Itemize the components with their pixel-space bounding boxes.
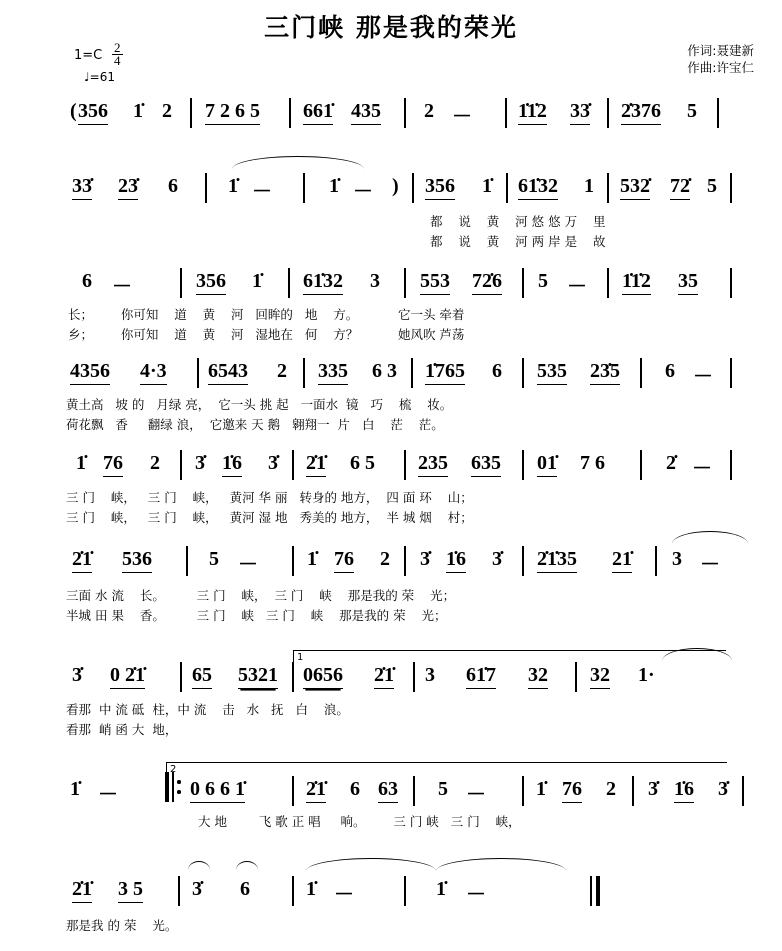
note-group: 3̇: [192, 878, 202, 900]
note-group: 0 6 6 1̇: [190, 778, 245, 803]
note-group: 3̇: [195, 452, 205, 474]
note-group: 1̇6: [222, 452, 242, 477]
barline: [413, 776, 415, 806]
lyric-row: 乡； 你可知 道 黄 河 湿地在 何 方？ 她风吹 芦荡: [68, 327, 465, 342]
barline: [730, 450, 732, 480]
note-group: 2: [606, 778, 616, 800]
note-group: 435: [351, 100, 381, 125]
barline: [505, 98, 507, 128]
note-group: －: [466, 784, 486, 806]
note-group: 3̇: [72, 664, 82, 686]
note-group: －: [700, 554, 720, 576]
barline: [730, 358, 732, 388]
barline: [404, 876, 406, 906]
barline: [607, 173, 609, 203]
note-group: 6: [350, 778, 360, 800]
note-group: －: [334, 884, 354, 906]
barline: [506, 173, 508, 203]
barline: [404, 98, 406, 128]
meter-denominator: 4: [114, 53, 121, 68]
barline: [640, 450, 642, 480]
note-group: 2: [277, 360, 287, 382]
lyric-row: 都 说 黄 河 悠 悠 万 里: [430, 214, 606, 229]
barline: [190, 98, 192, 128]
note-group: 6543: [208, 360, 248, 385]
note-group: 6: [168, 175, 178, 197]
lyric-row: 三面 水 流 长。 三 门 峡， 三 门 峡 那是我的 荣 光；: [66, 588, 456, 603]
barline: [522, 268, 524, 298]
note-group: －: [238, 554, 258, 576]
barline: [288, 268, 290, 298]
note-group: 3̇: [268, 452, 278, 474]
slur: [232, 156, 364, 169]
barline: [180, 450, 182, 480]
note-group: 2̇376: [621, 100, 661, 125]
note-group: 1̇: [228, 175, 238, 197]
note-group: 335: [318, 360, 348, 385]
note-group: 0 2̇1̇: [110, 664, 145, 689]
note-group: 2̇1̇: [374, 664, 394, 689]
key-signature: 1=C: [74, 48, 103, 63]
note-group: 3̇: [492, 548, 502, 570]
note-group: 2̇: [666, 452, 676, 474]
barline: [575, 662, 577, 692]
lyric-row: 黄土高 坡 的 月绿 亮， 它一头 挑 起 一面水 镜 巧 梳 妆。: [66, 397, 453, 412]
note-group: 21̇: [612, 548, 632, 573]
note-group: 5: [687, 100, 697, 122]
barline: [717, 98, 719, 128]
note-group: 7 2 6 5: [205, 100, 260, 125]
note-group: 2̇1̇35: [537, 548, 577, 573]
barline: [180, 268, 182, 298]
barline: [292, 776, 294, 806]
note-group: 76: [103, 452, 123, 477]
barline: [413, 662, 415, 692]
volta-bracket-2: [166, 762, 727, 777]
note-group: 61̇32: [518, 175, 558, 200]
tempo-marking: ♩=61: [84, 70, 115, 84]
barline: [655, 546, 657, 576]
slur: [436, 858, 566, 871]
note-group: 3: [672, 548, 682, 570]
note-group: 33̇: [72, 175, 92, 200]
note-group: 3: [370, 270, 380, 292]
note-group: 2̇1̇: [72, 878, 92, 903]
barline: [186, 546, 188, 576]
note-group: 1̇1̇2: [518, 100, 547, 125]
slur: [188, 861, 210, 870]
note-group: 536: [122, 548, 152, 573]
note-group: 2̇1̇: [306, 778, 326, 803]
close-paren: ): [392, 175, 399, 197]
note-group: 1̇6: [446, 548, 466, 573]
lyric-row: 荷花飘 香 翻绿 浪， 它邀来 天 鹅 翱翔一 片 白 茫 茫。: [66, 417, 444, 432]
lyric-row: 长； 你可知 道 黄 河 回眸的 地 方。 它一头 牵着: [68, 307, 465, 322]
note-group: －: [567, 276, 587, 298]
lyric-row: 看那 峭 函 大 地，: [66, 722, 178, 737]
note-group: 1̇6: [674, 778, 694, 803]
note-group: 356: [196, 270, 226, 295]
barline: [292, 662, 294, 692]
note-group: 5: [707, 175, 717, 197]
lyric-row: 半城 田 果 香。 三 门 峡 三 门 峡 那是我的 荣 光；: [66, 608, 447, 623]
note-group: 356: [78, 100, 108, 125]
note-group: 1̇: [536, 778, 546, 800]
note-group: 3̇: [420, 548, 430, 570]
note-group: 63: [378, 778, 398, 803]
barline: [607, 98, 609, 128]
lyric-row: 三 门 峡， 三 门 峡， 黄河 湿 地 秀美的 地方， 半 城 烟 村；: [66, 510, 473, 525]
note-group: 4356: [70, 360, 110, 385]
barline: [522, 776, 524, 806]
lyric-row: 看那 中 流 砥 柱，中 流 击 水 抚 白 浪。: [66, 702, 349, 717]
note-group: 5321: [238, 664, 278, 689]
note-group: 4·3: [140, 360, 167, 385]
note-group: 72̇6: [472, 270, 502, 295]
barline: [404, 268, 406, 298]
note-group: 661̇: [303, 100, 333, 125]
note-group: 5: [438, 778, 448, 800]
note-group: 6: [492, 360, 502, 382]
note-group: 535: [537, 360, 567, 385]
note-group: －: [353, 181, 373, 203]
note-group: 1̇: [70, 778, 80, 800]
barline: [303, 358, 305, 388]
note-group: 635: [471, 452, 501, 477]
note-group: 532̇: [620, 175, 650, 200]
note-group: 1̇: [76, 452, 86, 474]
volta-bracket-1: [293, 650, 726, 665]
barline: [632, 776, 634, 806]
barline: [292, 546, 294, 576]
barline: [411, 358, 413, 388]
note-group: 553: [420, 270, 450, 295]
note-group: 1̇: [306, 878, 316, 900]
barline: [730, 173, 732, 203]
note-group: 0656: [303, 664, 343, 689]
barline: [640, 358, 642, 388]
barline: [522, 546, 524, 576]
lyric-row: 大 地 飞 歌 正 唱 响。 三 门 峡 三 门 峡，: [198, 814, 521, 829]
lyricist-credit: 作词:聂建新: [687, 43, 754, 58]
note-group: 1̇: [307, 548, 317, 570]
note-group: 1̇765: [425, 360, 465, 385]
credits-block: [687, 42, 754, 76]
lyric-row: 三 门 峡， 三 门 峡， 黄河 华 丽 转身的 地方， 四 面 环 山；: [66, 490, 473, 505]
barline: [289, 98, 291, 128]
note-group: 2: [150, 452, 160, 474]
note-group: 1̇: [482, 175, 492, 197]
final-thin-bar: [590, 876, 592, 906]
note-group: 76: [334, 548, 354, 573]
composer-credit: 作曲:许宝仁: [687, 60, 754, 75]
barline: [404, 546, 406, 576]
note-group: 6: [665, 360, 675, 382]
note-group: 72̇: [670, 175, 690, 200]
barline: [178, 876, 180, 906]
note-group: 61̇32: [303, 270, 343, 295]
barline: [742, 776, 744, 806]
note-group: －: [112, 276, 132, 298]
note-group: －: [693, 366, 713, 388]
note-group: 2: [162, 100, 172, 122]
repeat-dot: [177, 780, 181, 784]
slur: [236, 861, 258, 870]
note-group: 1̇: [329, 175, 339, 197]
note-group: 356: [425, 175, 455, 200]
barline: [180, 662, 182, 692]
note-group: 1̇: [436, 878, 446, 900]
open-paren: (: [70, 100, 77, 122]
lyric-row: 都 说 黄 河 两 岸 是 故: [430, 234, 606, 249]
note-group: 6: [240, 878, 250, 900]
volta-number: 2: [170, 764, 177, 775]
time-signature: [112, 42, 123, 67]
slur: [306, 858, 436, 871]
note-group: －: [692, 458, 712, 480]
note-group: 35: [678, 270, 698, 295]
note-group: 3: [425, 664, 435, 686]
barline: [292, 450, 294, 480]
lyric-row: 那是我 的 荣 光。: [66, 918, 178, 933]
note-group: 23̇5: [590, 360, 620, 385]
barline: [404, 450, 406, 480]
note-group: 2̇1̇: [72, 548, 92, 573]
meter-numerator: 2: [114, 40, 121, 55]
barline: [522, 450, 524, 480]
note-group: －: [452, 106, 472, 128]
barline: [412, 173, 414, 203]
final-thick-bar: [596, 876, 600, 906]
barline: [205, 173, 207, 203]
note-group: 01̇: [537, 452, 557, 477]
note-group: 3̇: [648, 778, 658, 800]
note-group: 3̇: [718, 778, 728, 800]
barline: [197, 358, 199, 388]
note-group: 65: [192, 664, 212, 689]
note-group: －: [466, 884, 486, 906]
barline: [522, 358, 524, 388]
slur: [672, 531, 748, 544]
note-group: 5: [538, 270, 548, 292]
barline: [303, 173, 305, 203]
barline: [730, 268, 732, 298]
note-group: 6: [82, 270, 92, 292]
note-group: 1: [584, 175, 594, 197]
note-group: 32: [590, 664, 610, 689]
note-group: 23̇: [118, 175, 138, 200]
barline: [607, 268, 609, 298]
note-group: 1̇: [133, 100, 143, 122]
note-group: 5: [209, 548, 219, 570]
note-group: 235: [418, 452, 448, 477]
note-group: 1·: [638, 664, 655, 686]
note-group: 2̇1̇: [306, 452, 326, 477]
note-group: 3 5: [118, 878, 143, 903]
volta-number: 1: [297, 652, 304, 663]
note-group: 1̇: [252, 270, 262, 292]
note-group: 2: [380, 548, 390, 570]
barline: [292, 876, 294, 906]
note-group: 7 6: [580, 452, 605, 474]
note-group: 2: [424, 100, 434, 122]
repeat-dot: [177, 790, 181, 794]
note-group: －: [252, 181, 272, 203]
note-group: －: [98, 784, 118, 806]
note-group: 6 5: [350, 452, 375, 474]
note-group: 32: [528, 664, 548, 689]
note-group: 61̇7: [466, 664, 496, 689]
page-title: 三门峡 那是我的荣光: [264, 13, 518, 42]
note-group: 33̇: [570, 100, 590, 125]
note-group: 6 3: [372, 360, 397, 382]
note-group: 1̇1̇2: [622, 270, 651, 295]
note-group: 76: [562, 778, 582, 803]
